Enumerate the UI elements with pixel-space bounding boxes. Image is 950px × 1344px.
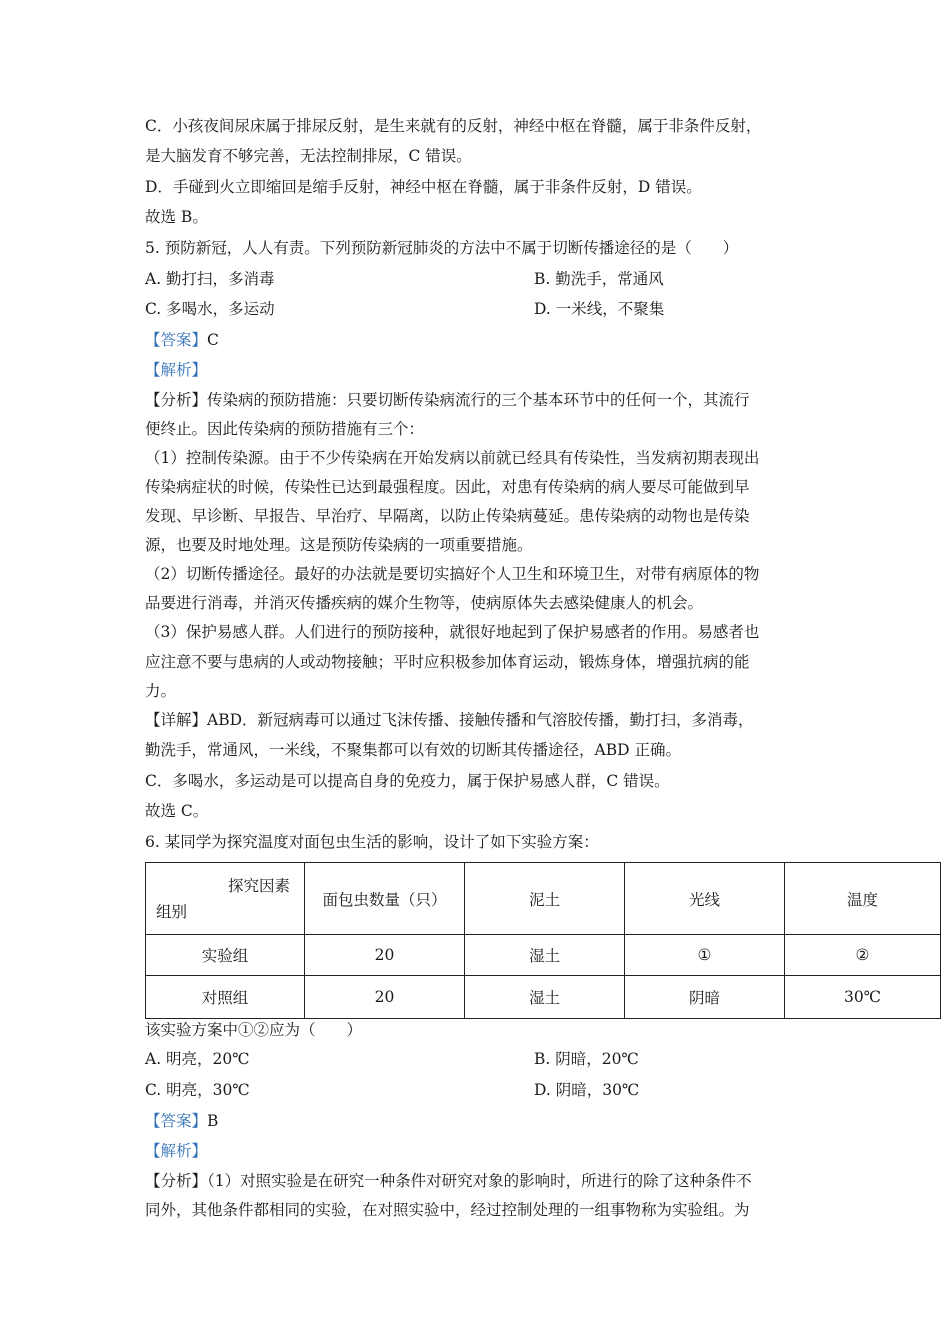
table-header-row <box>146 863 941 935</box>
text-line: 品要进行消毒，并消灭传播疾病的媒介生物等，使病原体失去感染健康人的机会。 <box>145 594 704 612</box>
answer-tag: 【答案】 <box>145 331 208 349</box>
text-line: 源，也要及时地处理。这是预防传染病的一项重要措施。 <box>145 536 533 554</box>
header-count: 面包虫数量（只） <box>305 863 465 935</box>
answer-line <box>145 1111 218 1131</box>
analysis-tag: 【解析】 <box>145 361 208 379</box>
header-soil: 泥土 <box>465 863 625 935</box>
corner-factor-label: 探究因素 <box>227 876 290 895</box>
corner-cell <box>146 863 305 935</box>
text-line: C．多喝水，多运动是可以提高自身的免疫力，属于保护易感人群，C 错误。 <box>145 772 670 790</box>
text-line: 【分析】（1）对照实验是在研究一种条件对研究对象的影响时，所进行的除了这种条件不 <box>145 1172 752 1190</box>
cell-light: 阴暗 <box>625 976 785 1019</box>
option-d: D. 阴暗，30℃ <box>534 1081 640 1099</box>
text-line: 【分析】传染病的预防措施：只要切断传染病流行的三个基本环节中的任何一个，其流行 <box>145 391 750 409</box>
answer-tag: 【答案】 <box>145 1112 208 1130</box>
question-5: 5. 预防新冠，人人有责。下列预防新冠肺炎的方法中不属于切断传播途径的是（ ） <box>145 239 739 257</box>
option-a: A. 明亮，20℃ <box>145 1050 250 1068</box>
option-d: D. 一米线，不聚集 <box>534 300 665 318</box>
option-a: A. 勤打扫，多消毒 <box>145 270 275 288</box>
text-line: （1）控制传染源。由于不少传染病在开始发病以前就已经具有传染性，当发病初期表现出 <box>145 449 760 467</box>
text-line: 故选 C。 <box>145 802 209 820</box>
option-c: C. 明亮，30℃ <box>145 1081 250 1099</box>
text-line: 便终止。因此传染病的预防措施有三个： <box>145 420 425 438</box>
text-line: 传染病症状的时候，传染性已达到最强程度。因此，对患有传染病的病人要尽可能做到早 <box>145 478 750 496</box>
text-line: 发现、早诊断、早报告、早治疗、早隔离，以防止传染病蔓延。患传染病的动物也是传染 <box>145 507 750 525</box>
option-c: C. 多喝水，多运动 <box>145 300 275 318</box>
text-line: 同外，其他条件都相同的实验，在对照实验中，经过控制处理的一组事物称为实验组。为 <box>145 1201 750 1219</box>
text-line: 应注意不要与患病的人或动物接触；平时应积极参加体育运动，锻炼身体，增强抗病的能 <box>145 653 750 671</box>
answer-value: B <box>207 1112 219 1130</box>
header-light: 光线 <box>625 863 785 935</box>
cell-soil: 湿土 <box>465 976 625 1019</box>
text-line: D．手碰到火立即缩回是缩手反射，神经中枢在脊髓，属于非条件反射，D 错误。 <box>145 178 702 196</box>
cell-count: 20 <box>305 976 465 1019</box>
answer-line <box>145 330 219 350</box>
table-row <box>146 976 941 1019</box>
option-b: B. 阴暗，20℃ <box>534 1050 639 1068</box>
experiment-table <box>145 862 941 1019</box>
option-b: B. 勤洗手，常通风 <box>534 270 664 288</box>
text-line: 【详解】ABD．新冠病毒可以通过飞沫传播、接触传播和气溶胶传播，勤打扫，多消毒， <box>145 711 754 729</box>
cell-light: ① <box>625 935 785 976</box>
text-line: （3）保护易感人群。人们进行的预防接种，就很好地起到了保护易感者的作用。易感者也 <box>145 623 760 641</box>
analysis-tag: 【解析】 <box>145 1142 208 1160</box>
answer-value: C <box>207 331 219 349</box>
text-line: C．小孩夜间尿床属于排尿反射，是生来就有的反射，神经中枢在脊髓，属于非条件反射， <box>145 117 762 135</box>
text-line: 故选 B。 <box>145 208 208 226</box>
text-line: 力。 <box>145 682 177 700</box>
cell-count: 20 <box>305 935 465 976</box>
cell-group: 实验组 <box>146 935 305 976</box>
header-temp: 温度 <box>785 863 941 935</box>
question-6-prompt: 该实验方案中①②应为（ ） <box>145 1021 363 1039</box>
cell-group: 对照组 <box>146 976 305 1019</box>
question-6: 6. 某同学为探究温度对面包虫生活的影响，设计了如下实验方案： <box>145 833 599 851</box>
corner-group-label: 组别 <box>156 902 188 921</box>
table-row <box>146 935 941 976</box>
cell-temp: 30℃ <box>785 976 941 1019</box>
text-line: 是大脑发育不够完善，无法控制排尿，C 错误。 <box>145 147 472 165</box>
cell-soil: 湿土 <box>465 935 625 976</box>
text-line: （2）切断传播途径。最好的办法就是要切实搞好个人卫生和环境卫生，对带有病原体的物 <box>145 565 760 583</box>
cell-temp: ② <box>785 935 941 976</box>
text-line: 勤洗手，常通风，一米线，不聚集都可以有效的切断其传播途径，ABD 正确。 <box>145 741 681 759</box>
